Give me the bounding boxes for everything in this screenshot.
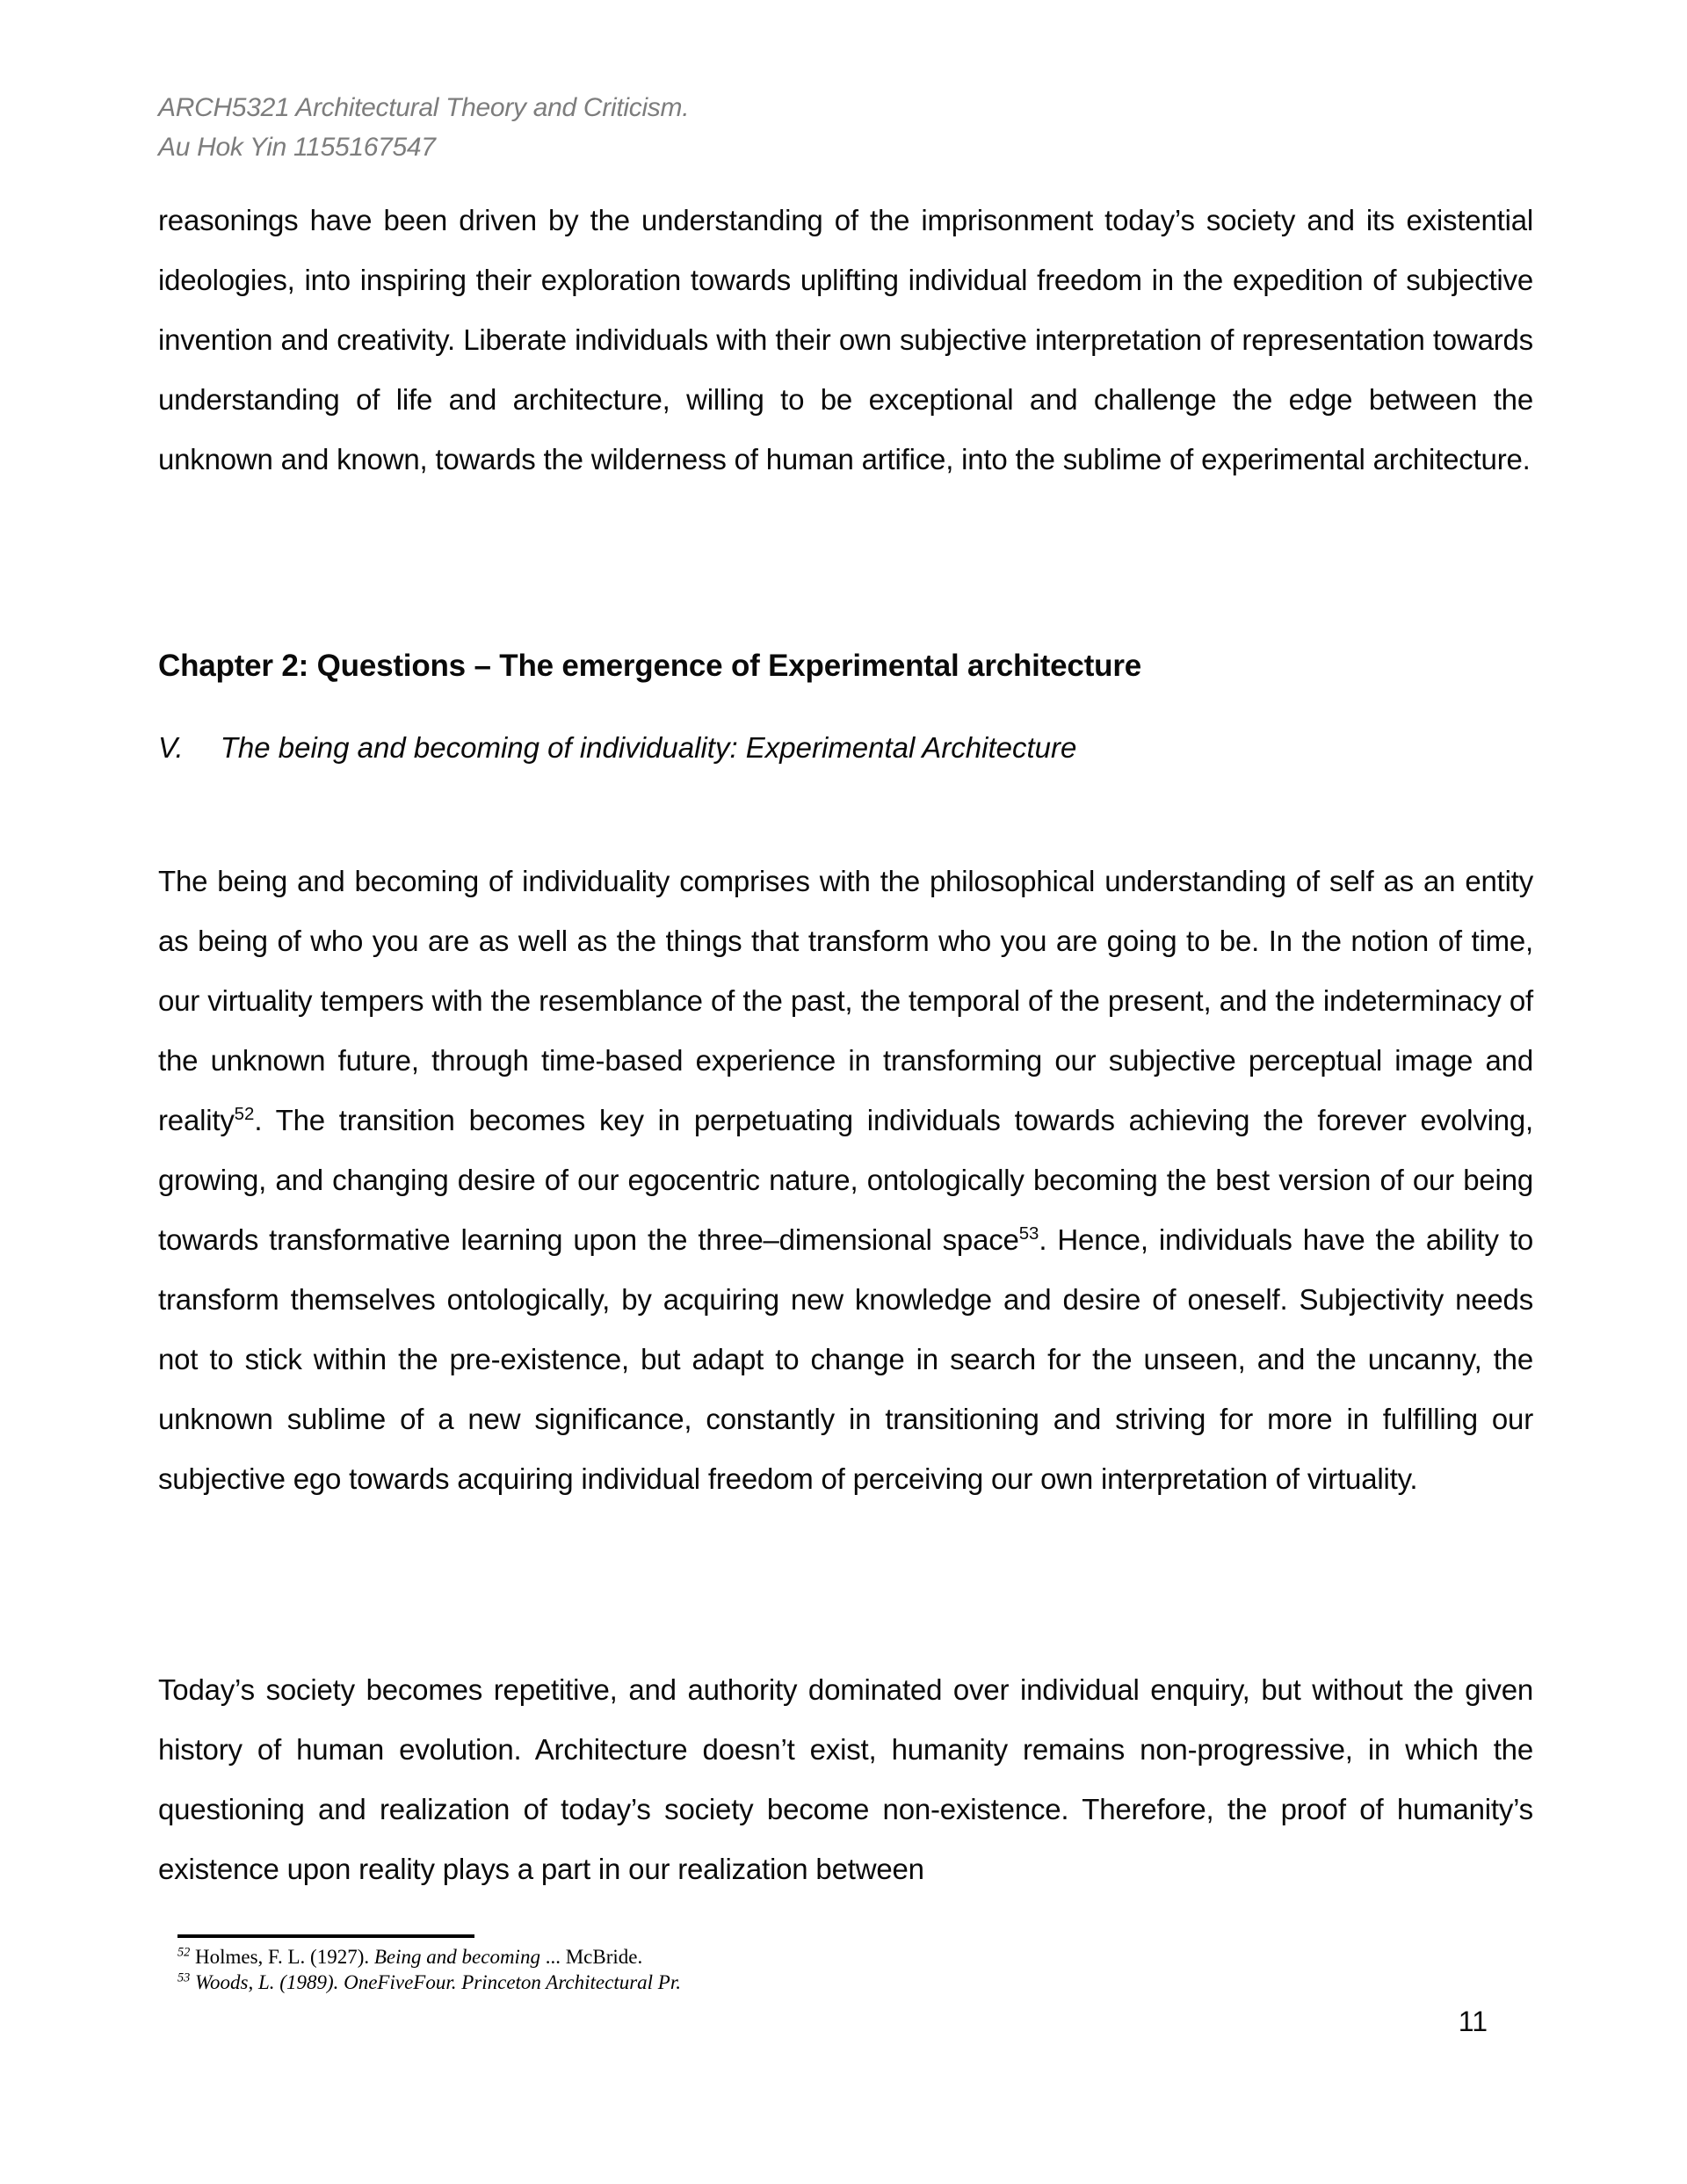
chapter-heading [158, 645, 1533, 687]
section-heading [158, 727, 1533, 769]
footnote-52-text-pre: Holmes, F. L. (1927). [190, 1946, 374, 1968]
footnote-separator-rule [177, 1934, 474, 1938]
paragraph-1-text: reasonings have been driven by the understanding of the imprisonment today’s society and its existential ideologies, into inspiring their exploration towards uplifting individual freedom in the expedition of subjective invention and creativity. Liberate individuals with their own subjective interpretation of representation towards understanding of life and architecture, willing to be exceptional and challenge the edge between the unknown and known, towards the wilderness of human artifice, into the sublime of experimental architecture. [158, 204, 1533, 475]
paragraph-2-text-a: The being and becoming of individuality comprises with the philosophical understanding of self as an entity as being of who you are as well as the things that transform who you are going to be. In the notion of time, our virtuality tempers with the resemblance of the past, the temporal of the present, and the indeterminacy of the unknown future, through time-based experience in transforming our subjective perceptual image and reality [158, 865, 1533, 1136]
section-numeral: V. [158, 731, 184, 764]
page-header [158, 88, 689, 167]
header-course-line: ARCH5321 Architectural Theory and Criticism. [158, 93, 690, 122]
page-number: 11 [1458, 2006, 1488, 2037]
header-author-line: Au Hok Yin 1155167547 [158, 133, 436, 162]
footnotes-section [177, 1944, 1495, 1995]
footnote-reference-53: 53 [1018, 1223, 1039, 1244]
paragraph-2-text-b: . The transition becomes key in perpetuating individuals towards achieving the forever evolving, growing, and changing desire of our egocentric nature, ontologically becoming the best version of our being towards transformative learning upon the three–dimensional space [158, 1104, 1533, 1256]
paragraph-2-text-c: . Hence, individuals have the ability to transform themselves ontologically, by acquiring new knowledge and desire of oneself. Subjectivity needs not to stick within the pre-existence, but adapt to change in search for the unseen, and the uncanny, the unknown sublime of a new significance, constantly in transitioning and striving for more in fulfilling our subjective ego towards acquiring individual freedom of perceiving our own interpretation of virtuality. [158, 1223, 1533, 1495]
footnote-53-text: Woods, L. (1989). OneFiveFour. Princeton Architectural Pr. [190, 1971, 681, 1993]
section-title: The being and becoming of individuality: Experimental Architecture [220, 731, 1077, 764]
footnote-53 [177, 1970, 1495, 1995]
body-paragraph-3 [158, 1660, 1533, 1899]
footnote-52 [177, 1944, 1495, 1970]
footnote-reference-52: 52 [234, 1104, 255, 1124]
footnote-52-text-post: ... McBride. [539, 1946, 643, 1968]
body-paragraph-2 [158, 852, 1533, 1509]
chapter-heading-text: Chapter 2: Questions – The emergence of Experimental architecture [158, 649, 1142, 683]
paragraph-3-text: Today’s society becomes repetitive, and authority dominated over individual enquiry, but without the given history of human evolution. Architecture doesn’t exist, humanity remains non-progressive, in which the questioning and realization of today’s society become non-existence. Therefore, the proof of humanity’s existence upon reality plays a part in our realization between [158, 1673, 1533, 1885]
footnote-52-title: Being and becoming [373, 1946, 540, 1968]
body-paragraph-1 [158, 191, 1533, 490]
footnote-53-marker: 53 [177, 1970, 191, 1985]
footnote-52-marker: 52 [177, 1945, 191, 1960]
